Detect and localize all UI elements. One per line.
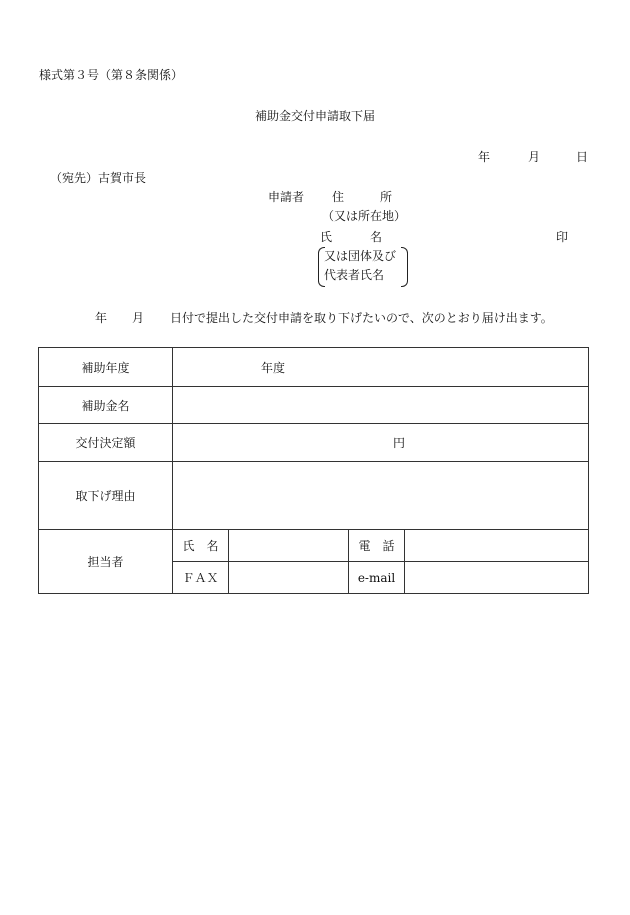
reason-label: 取下げ理由: [39, 462, 173, 530]
statement-year: 年: [95, 311, 108, 325]
contact-fax-field[interactable]: [229, 562, 349, 594]
organization-note-line2: 代表者氏名: [324, 268, 385, 282]
fiscal-year-field[interactable]: [173, 348, 589, 387]
name-label-part2: 名: [370, 230, 383, 244]
row-amount: [39, 424, 589, 462]
row-fiscal-year: [39, 348, 589, 387]
amount-field[interactable]: [173, 424, 589, 462]
addressee: （宛先）古賀市長: [50, 171, 147, 185]
fiscal-year-label: 補助年度: [39, 348, 173, 387]
seal-mark: 印: [556, 230, 569, 244]
statement-text: 日付で提出した交付申請を取り下げたいので、次のとおり届け出ます。: [170, 311, 553, 325]
amount-unit: 円: [393, 436, 406, 450]
bracket-right-mark: [401, 247, 408, 287]
contact-phone-field[interactable]: [405, 530, 589, 562]
row-contact-1: [39, 530, 589, 562]
withdrawal-form-table: [38, 347, 589, 594]
contact-name-field[interactable]: [229, 530, 349, 562]
address-note: （又は所在地）: [322, 209, 407, 223]
contact-phone-label: 電 話: [349, 530, 405, 562]
contact-name-label: 氏 名: [173, 530, 229, 562]
row-reason: [39, 462, 589, 530]
form-number: 様式第３号（第８条関係）: [39, 68, 184, 82]
contact-label: 担当者: [39, 530, 173, 594]
applicant-label: 申請者: [268, 190, 305, 204]
row-subsidy-name: [39, 387, 589, 424]
contact-email-field[interactable]: [405, 562, 589, 594]
organization-note-line1: 又は団体及び: [324, 249, 397, 263]
date-year: 年: [478, 150, 491, 164]
reason-field[interactable]: [173, 462, 589, 530]
fiscal-year-unit: 年度: [261, 360, 286, 375]
date-month: 月: [528, 150, 541, 164]
subsidy-name-label: 補助金名: [39, 387, 173, 424]
subsidy-name-field[interactable]: [173, 387, 589, 424]
address-label-part2: 所: [380, 190, 393, 204]
contact-email-label: e-mail: [349, 562, 405, 594]
name-label-part1: 氏: [320, 230, 333, 244]
address-label-part1: 住: [332, 190, 345, 204]
document-title: 補助金交付申請取下届: [255, 109, 376, 123]
statement-month: 月: [132, 311, 145, 325]
amount-label: 交付決定額: [39, 424, 173, 462]
date-day: 日: [576, 150, 589, 164]
contact-fax-label: ＦＡＸ: [173, 562, 229, 594]
